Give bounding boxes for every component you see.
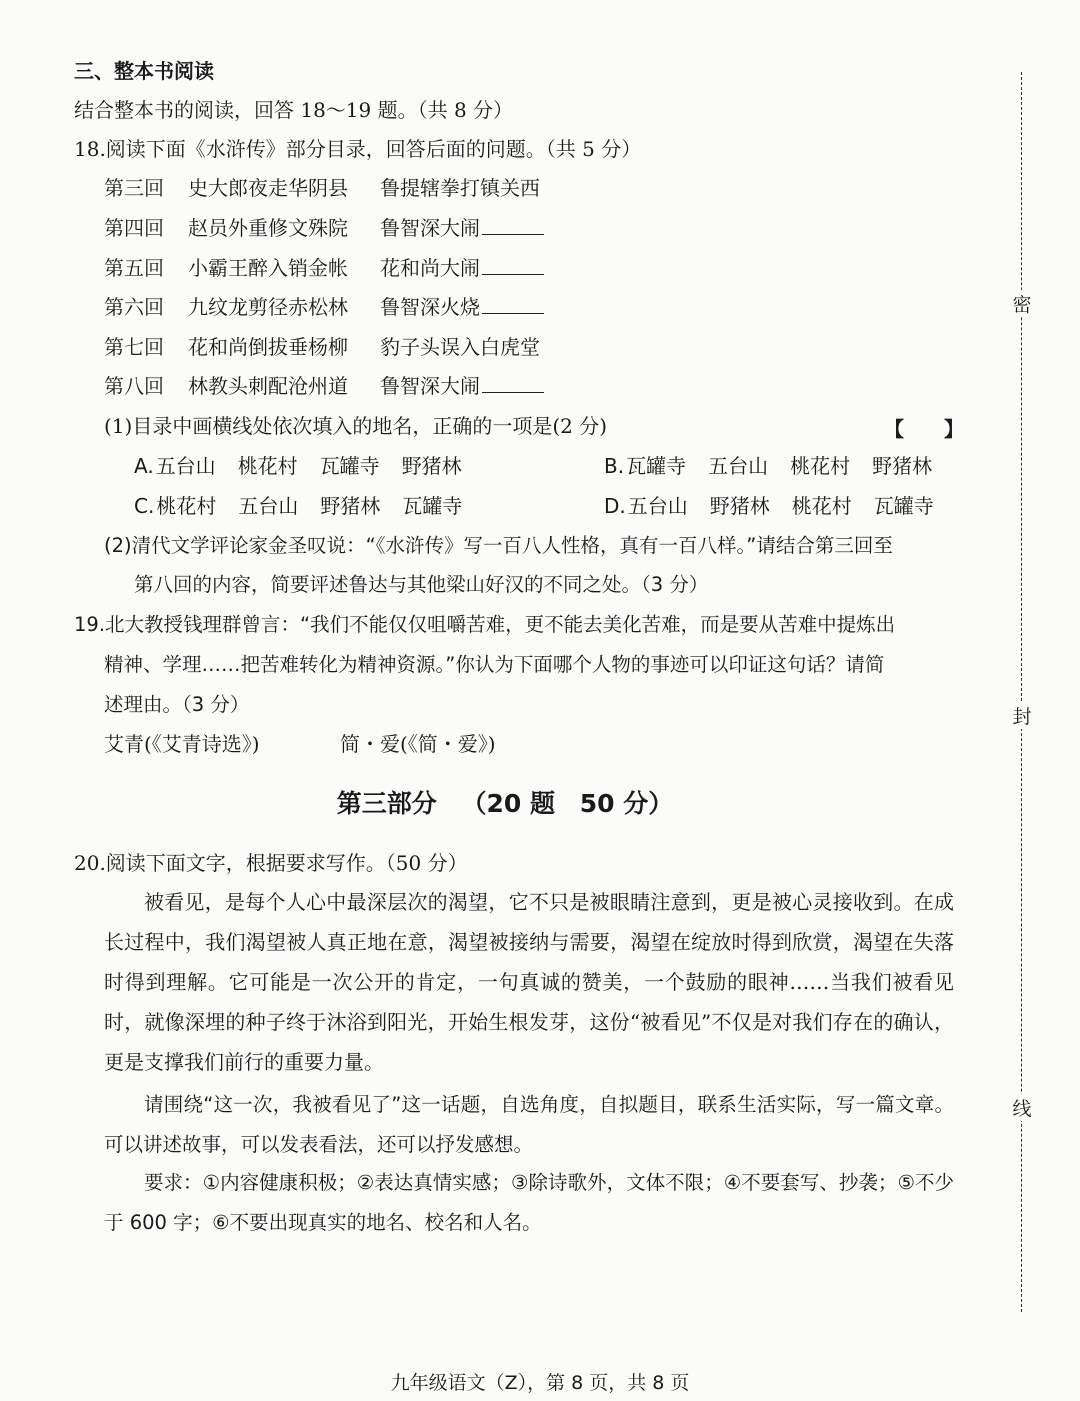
option-label: A.	[134, 454, 154, 478]
q19-choice-janeeyre: 简・爱(《简・爱》)	[340, 732, 496, 756]
toc-title-a: 花和尚倒拔垂杨柳	[188, 335, 348, 359]
option-item: 野猪林	[872, 454, 933, 478]
option-item: 瓦罐寺	[873, 494, 934, 518]
option-item: 野猪林	[320, 494, 381, 518]
seal-mark-mi: 密	[1010, 290, 1034, 317]
section-intro: 结合整本书的阅读，回答 18～19 题。（共 8 分）	[74, 98, 514, 122]
q19-line3: 述理由。（3 分）	[104, 693, 250, 716]
option-item: 瓦罐寺	[402, 494, 463, 518]
toc-title-b: 鲁智深大闹	[380, 374, 480, 398]
toc-row	[104, 373, 544, 399]
toc-title-b: 鲁提辖拳打镇关西	[380, 176, 540, 200]
toc-title-b: 花和尚大闹	[380, 256, 480, 280]
toc-title-a: 赵员外重修文殊院	[188, 216, 348, 240]
option-item: 桃花村	[791, 494, 852, 518]
option-item: 五台山	[708, 454, 769, 478]
toc-row	[104, 255, 544, 281]
toc-title-b: 鲁智深大闹	[380, 216, 480, 240]
page-footer: 九年级语文（Z），第 8 页，共 8 页	[390, 1372, 690, 1394]
q20-prompt-paragraph: 被看见，是每个人心中最深层次的渴望，它不只是被眼睛注意到，更是被心灵接收到。在成长过程中，我们渴望被人真正地在意，渴望被接纳与需要，渴望在绽放时得到欣赏，渴望在失落时得到理解。它可能是一次公开的肯定，一句真诚的赞美，一个鼓励的眼神……当我们被看见时，就像深埋的种子终于沐浴到阳光，开始生根发芽，这份“被看见”不仅是对我们存在的确认，更是支撑我们前行的重要力量。	[104, 890, 954, 1074]
option-d[interactable]	[604, 493, 956, 519]
option-item: 野猪林	[709, 494, 770, 518]
toc-row	[104, 294, 544, 320]
option-item: 瓦罐寺	[626, 454, 687, 478]
toc-chapter: 第八回	[104, 374, 164, 398]
toc-chapter: 第三回	[104, 176, 164, 200]
toc-title-a: 史大郎夜走华阴县	[188, 176, 348, 200]
q18-sub2-line2: 第八回的内容，简要评述鲁达与其他梁山好汉的不同之处。（3 分）	[134, 573, 709, 596]
option-a[interactable]	[134, 453, 484, 479]
option-item: 五台山	[155, 454, 216, 478]
q18-stem: 18.阅读下面《水浒传》部分目录，回答后面的问题。（共 5 分）	[74, 137, 642, 161]
option-item: 桃花村	[237, 454, 298, 478]
part3-score: 50 分）	[579, 789, 674, 818]
binding-margin-line	[1021, 72, 1022, 1312]
fill-blank[interactable]	[482, 374, 544, 393]
option-label: D.	[604, 494, 626, 518]
toc-title-b: 鲁智深火烧	[380, 295, 480, 319]
option-label: C.	[134, 494, 155, 518]
q18-sub1: (1)目录中画横线处依次填入的地名，正确的一项是(2 分)	[104, 414, 608, 438]
seal-mark-feng: 封	[1010, 702, 1034, 729]
option-item: 桃花村	[156, 494, 217, 518]
option-item: 瓦罐寺	[319, 454, 380, 478]
toc-title-a: 九纹龙剪径赤松林	[188, 295, 348, 319]
part3-count: （20 题	[461, 789, 555, 818]
q19-line2: 精神、学理……把苦难转化为精神资源。”你认为下面哪个人物的事迹可以印证这句话？请简	[104, 653, 885, 676]
q18-sub2-line1: (2)清代文学评论家金圣叹说：“《水浒传》写一百八人性格，真有一百八样。”请结合第三回至	[104, 534, 893, 557]
section-title: 三、整本书阅读	[74, 59, 214, 83]
toc-title-a: 小霸王醉入销金帐	[188, 256, 348, 280]
q19-choice-aiqing: 艾青(《艾青诗选》)	[104, 732, 260, 756]
fill-blank[interactable]	[482, 216, 544, 235]
seal-mark-xian: 线	[1010, 1094, 1034, 1121]
toc-chapter: 第四回	[104, 216, 164, 240]
option-item: 野猪林	[401, 454, 462, 478]
option-item: 五台山	[238, 494, 299, 518]
toc-row	[104, 175, 540, 201]
toc-chapter: 第七回	[104, 335, 164, 359]
toc-chapter: 第五回	[104, 256, 164, 280]
option-item: 五台山	[627, 494, 688, 518]
option-b[interactable]	[604, 453, 954, 479]
part3-heading	[0, 788, 1010, 820]
toc-row	[104, 215, 544, 241]
fill-blank[interactable]	[482, 256, 544, 275]
fill-blank[interactable]	[482, 295, 544, 314]
toc-title-b: 豹子头误入白虎堂	[380, 335, 540, 359]
option-item: 桃花村	[790, 454, 851, 478]
part3-title: 第三部分	[336, 789, 437, 818]
toc-row	[104, 334, 540, 360]
q20-requirements: 要求：①内容健康积极；②表达真情实感；③除诗歌外，文体不限；④不要套写、抄袭；⑤不少于 600 字；⑥不要出现真实的地名、校名和人名。	[104, 1171, 954, 1234]
toc-title-a: 林教头刺配沧州道	[188, 374, 348, 398]
answer-bracket[interactable]: 【 】	[884, 417, 964, 441]
option-label: B.	[604, 454, 625, 478]
toc-chapter: 第六回	[104, 295, 164, 319]
q20-stem: 20.阅读下面文字，根据要求写作。（50 分）	[74, 851, 468, 875]
option-c[interactable]	[134, 493, 484, 519]
q19-line1: 19.北大教授钱理群曾言：“我们不能仅仅咀嚼苦难，更不能去美化苦难，而是要从苦难中提炼出	[74, 613, 896, 636]
q20-instruction: 请围绕“这一次，我被看见了”这一话题，自选角度，自拟题目，联系生活实际，写一篇文章。可以讲述故事，可以发表看法，还可以抒发感想。	[104, 1093, 954, 1156]
